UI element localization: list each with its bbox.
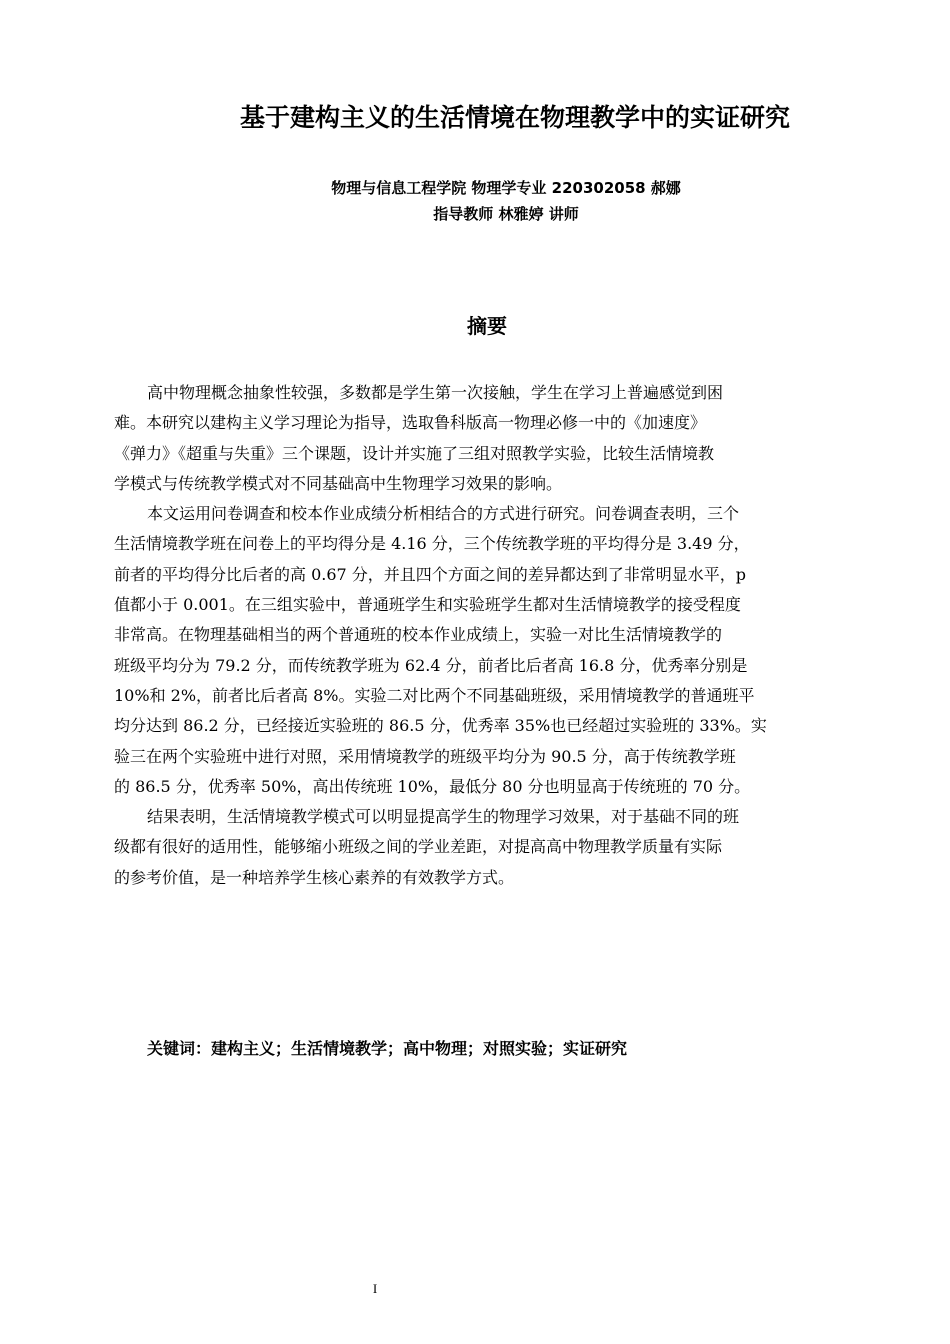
text-line: 值都小于 0.001。在三组实验中，普通班学生和实验班学生都对生活情境教学的接受程度 [114, 595, 741, 615]
text-line: 《弹力》《超重与失重》三个课题，设计并实施了三组对照教学实验，比较生活情境教 [114, 443, 715, 463]
paper-title: 基于建构主义的生活情境在物理教学中的实证研究 [239, 103, 790, 132]
text-line: 难。本研究以建构主义学习理论为指导，选取鲁科版高一物理必修一中的《加速度》 [114, 413, 707, 433]
text-line: 10%和 2%，前者比后者高 8%。实验二对比两个不同基础班级，采用情境教学的普通班平 [114, 685, 755, 705]
text-line: 结果表明，生活情境教学模式可以明显提高学生的物理学习效果，对于基础不同的班 [147, 807, 740, 827]
abstract-body [114, 378, 864, 893]
text-line: 验三在两个实验班中进行对照，采用情境教学的班级平均分为 90.5 分，高于传统教学班 [114, 746, 736, 766]
keywords: 关键词：建构主义；生活情境教学；高中物理；对照实验；实证研究 [147, 1039, 628, 1058]
text-line: 的参考价值，是一种培养学生核心素养的有效教学方式。 [114, 867, 515, 887]
text-line: 生活情境教学班在问卷上的平均得分是 4.16 分，三个传统教学班的平均得分是 3.49 分， [114, 534, 750, 554]
author-info: 物理与信息工程学院 物理学专业 220302058 郝娜 [331, 179, 681, 197]
text-line: 班级平均分为 79.2 分，而传统教学班为 62.4 分，前者比后者高 16.8 分，优秀率分别是 [114, 655, 748, 675]
abstract-paragraph-3 [114, 802, 864, 893]
text-line: 前者的平均得分比后者的高 0.67 分，并且四个方面之间的差异都达到了非常明显水平，p [114, 564, 747, 584]
text-line: 级都有很好的适用性，能够缩小班级之间的学业差距，对提高高中物理教学质量有实际 [114, 837, 723, 857]
text-line: 的 86.5 分，优秀率 50%，高出传统班 10%，最低分 80 分也明显高于传统班的 70 分。 [114, 776, 751, 796]
advisor-info: 指导教师 林雅婷 讲师 [433, 205, 579, 223]
text-line: 本文运用问卷调查和校本作业成绩分析相结合的方式进行研究。问卷调查表明，三个 [147, 504, 740, 524]
text-line: 均分达到 86.2 分，已经接近实验班的 86.5 分，优秀率 35%也已经超过实验班的 33%。实 [114, 716, 767, 736]
abstract-heading: 摘要 [467, 314, 507, 338]
text-line: 学模式与传统教学模式对不同基础高中生物理学习效果的影响。 [114, 473, 563, 493]
text-line: 非常高。在物理基础相当的两个普通班的校本作业成绩上，实验一对比生活情境教学的 [114, 625, 723, 645]
text-line: 高中物理概念抽象性较强，多数都是学生第一次接触，学生在学习上普遍感觉到困 [147, 383, 724, 402]
abstract-paragraph-1 [114, 378, 864, 499]
page-number: I [372, 1281, 378, 1296]
abstract-paragraph-2 [114, 499, 864, 802]
